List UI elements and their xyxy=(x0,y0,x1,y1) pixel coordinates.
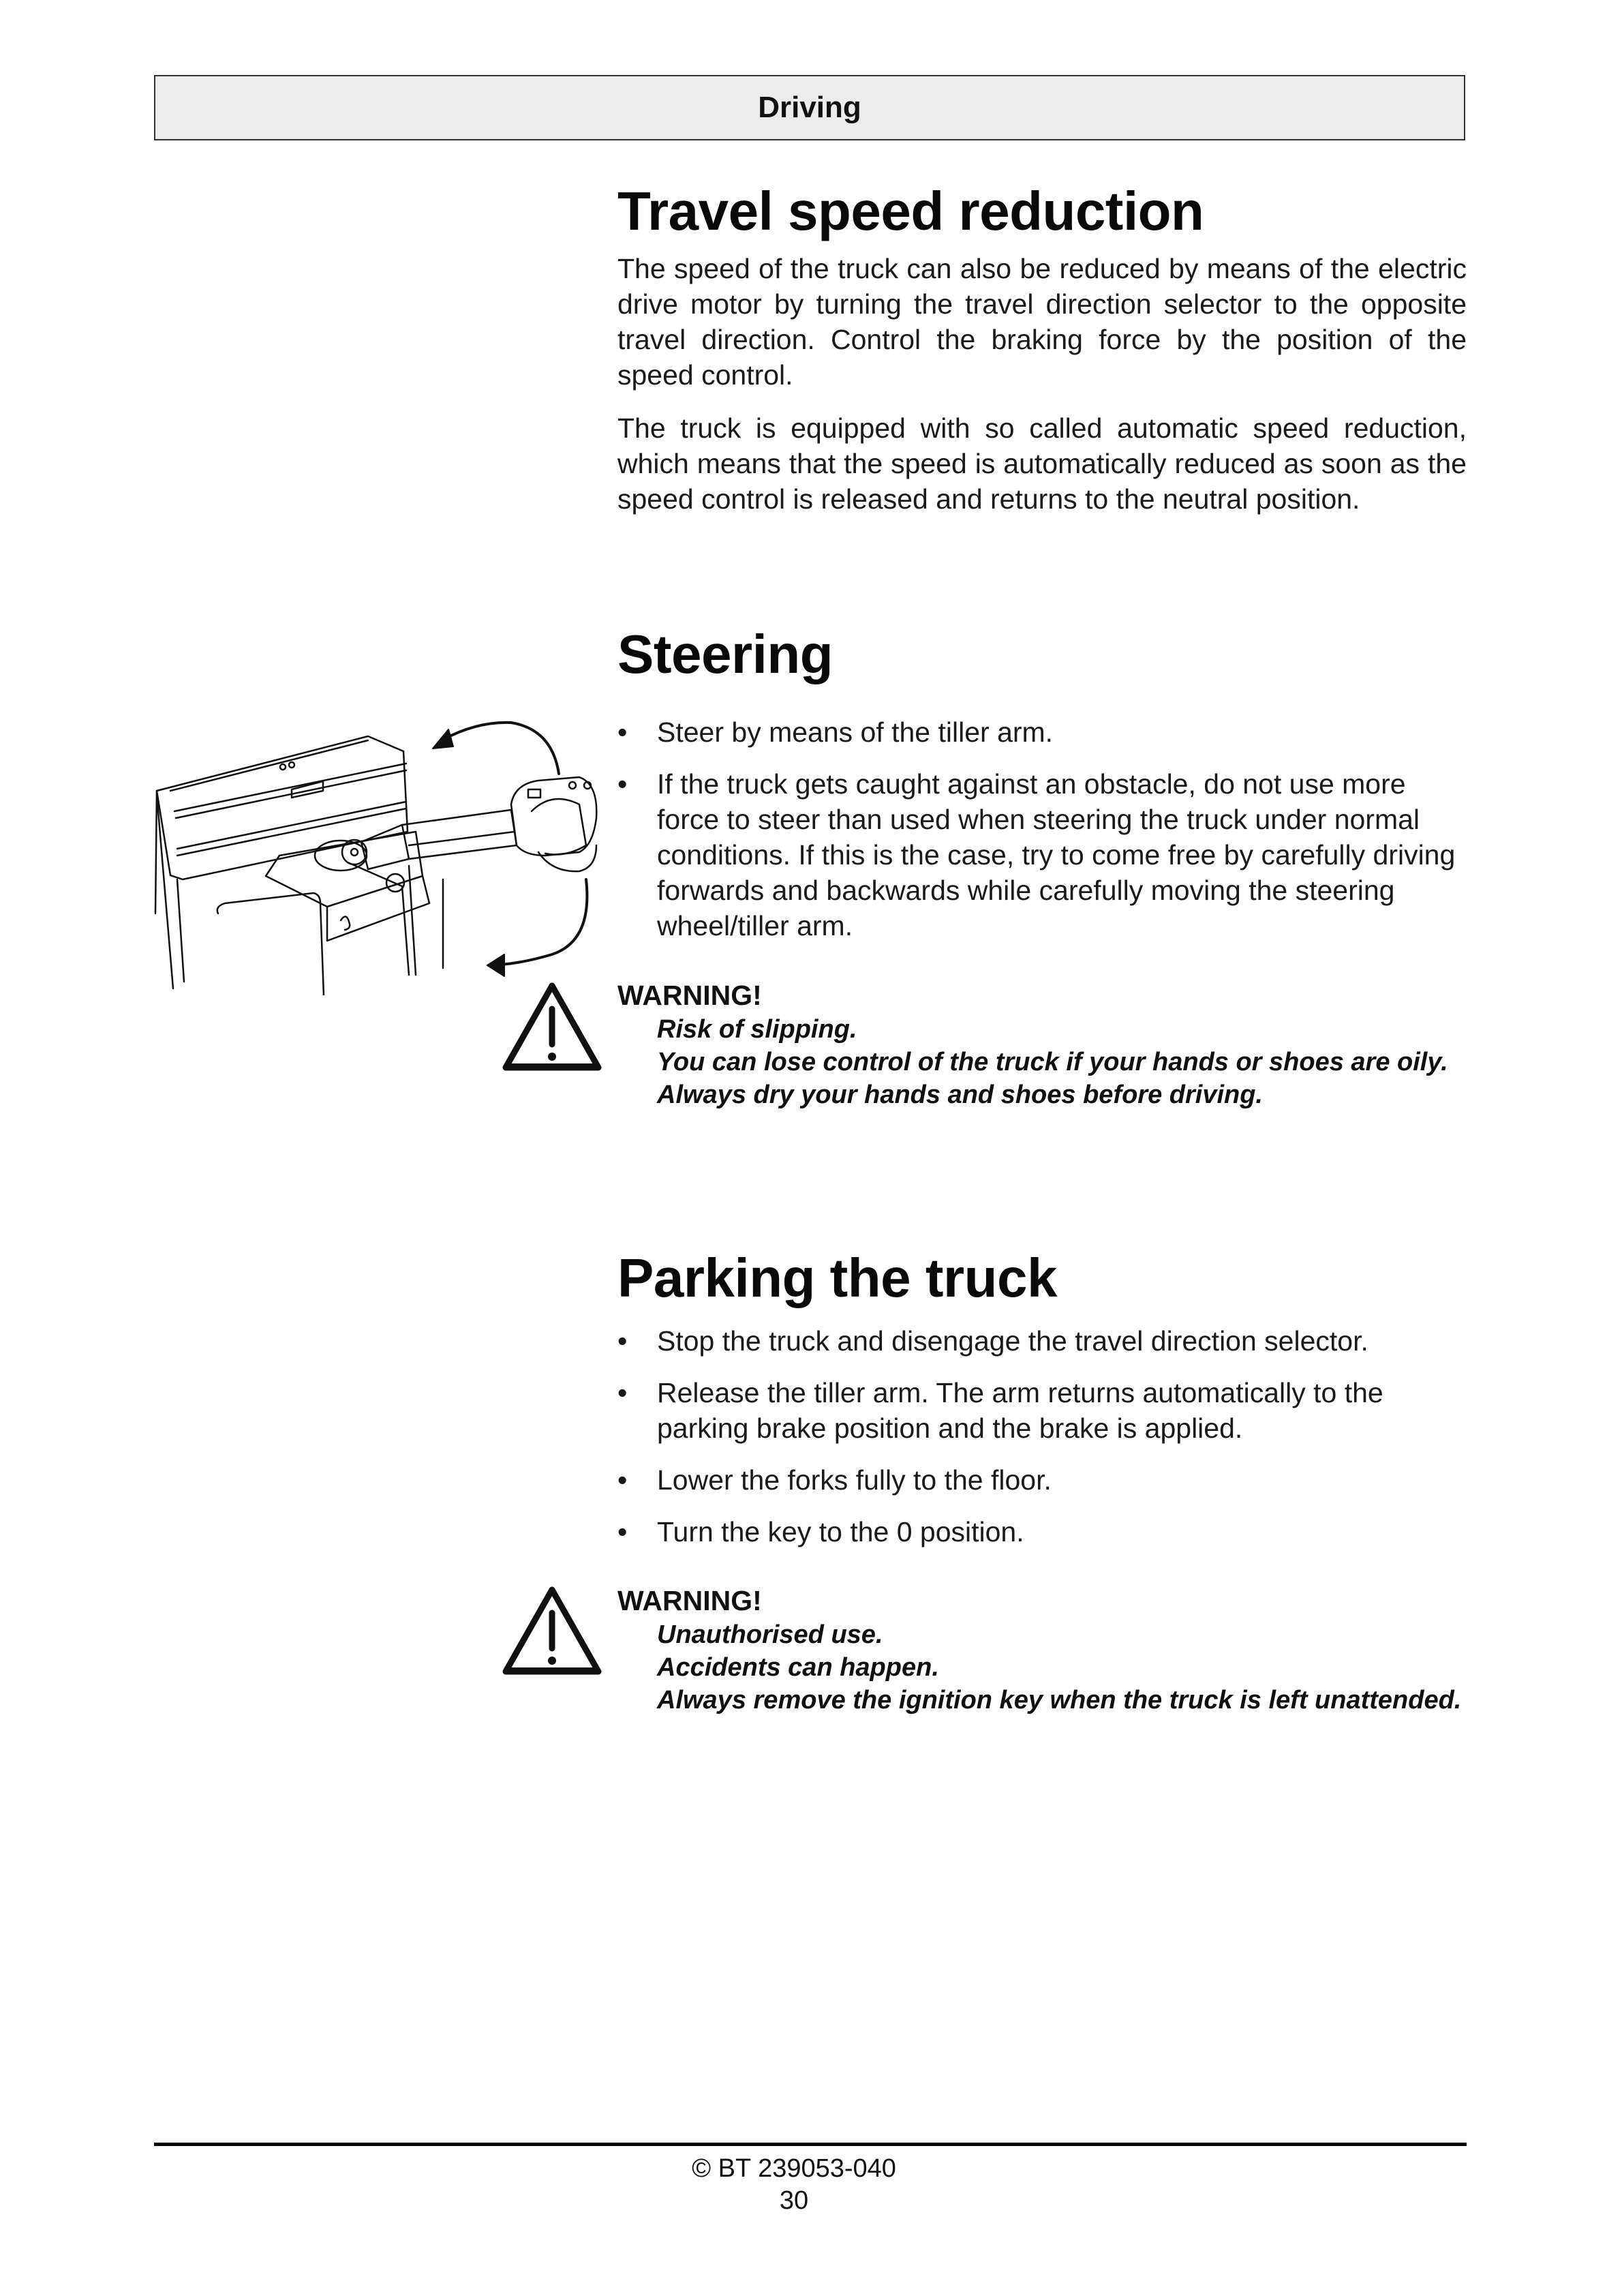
bullet-icon: • xyxy=(617,1325,628,1357)
section-header xyxy=(154,75,1465,140)
page-number: 30 xyxy=(779,2186,809,2215)
warning-steering xyxy=(617,978,1467,1111)
warning-parking xyxy=(617,1583,1467,1717)
bullet-list xyxy=(617,714,1467,943)
bullet-icon: • xyxy=(617,768,628,800)
warning-text xyxy=(617,1013,1467,1111)
warning-label: WARNING! xyxy=(617,1585,762,1616)
warning-line: Risk of slipping. xyxy=(657,1015,857,1044)
list-item-text: Turn the key to the 0 position. xyxy=(657,1516,1024,1547)
list-item-text: If the truck gets caught against an obstacle, do not use more force to steer than used when steering the truck under normal conditions. If this is the case, try to come free by carefully driving forwards and backwards while carefully moving the steering wheel/tiller arm. xyxy=(657,768,1456,941)
warning-text xyxy=(617,1618,1467,1717)
bullet-list xyxy=(617,1323,1467,1550)
section-travel-speed-reduction xyxy=(617,179,1467,517)
list-item-text: Lower the forks fully to the floor. xyxy=(657,1464,1052,1496)
warning-triangle-icon xyxy=(502,1586,602,1677)
list-item-text: Release the tiller arm. The arm returns automatically to the parking brake position and the brake is applied. xyxy=(657,1377,1383,1444)
section-title: Steering xyxy=(617,624,833,684)
footer-rule xyxy=(154,2143,1467,2146)
section-title: Travel speed reduction xyxy=(617,181,1204,241)
warning-line: Always remove the ignition key when the truck is left unattended. xyxy=(657,1686,1462,1715)
list-item xyxy=(617,1514,1467,1550)
bullet-icon: • xyxy=(617,716,628,748)
section-header-title: Driving xyxy=(758,91,861,124)
list-item xyxy=(617,1462,1467,1498)
section-steering xyxy=(617,622,1467,960)
list-item-text: Steer by means of the tiller arm. xyxy=(657,716,1054,748)
bullet-icon: • xyxy=(617,1377,628,1408)
list-item-text: Stop the truck and disengage the travel direction selector. xyxy=(657,1325,1368,1357)
warning-label: WARNING! xyxy=(617,980,762,1011)
paragraph: The speed of the truck can also be reduced by means of the electric drive motor by turning the travel direction selector to the opposite travel direction. Control the braking force by the position of the speed control. xyxy=(617,253,1467,391)
list-item xyxy=(617,766,1467,943)
paragraph: The truck is equipped with so called automatic speed reduction, which means that the speed is automatically reduced as soon as the speed control is released and returns to the neutral position. xyxy=(617,412,1467,515)
list-item xyxy=(617,1375,1467,1446)
section-title: Parking the truck xyxy=(617,1248,1058,1308)
section-parking-the-truck xyxy=(617,1245,1467,1566)
warning-triangle-icon xyxy=(502,982,602,1073)
tiller-arm-steering-illustration xyxy=(143,709,607,995)
list-item xyxy=(617,714,1467,750)
warning-line: Accidents can happen. xyxy=(657,1653,939,1682)
list-item xyxy=(617,1323,1467,1359)
warning-line: Always dry your hands and shoes before driving. xyxy=(657,1081,1263,1109)
bullet-icon: • xyxy=(617,1516,628,1547)
warning-line: You can lose control of the truck if your hands or shoes are oily. xyxy=(657,1048,1448,1076)
bullet-icon: • xyxy=(617,1464,628,1496)
footer-copyright: © BT 239053-040 xyxy=(692,2154,896,2183)
warning-line: Unauthorised use. xyxy=(657,1620,883,1649)
